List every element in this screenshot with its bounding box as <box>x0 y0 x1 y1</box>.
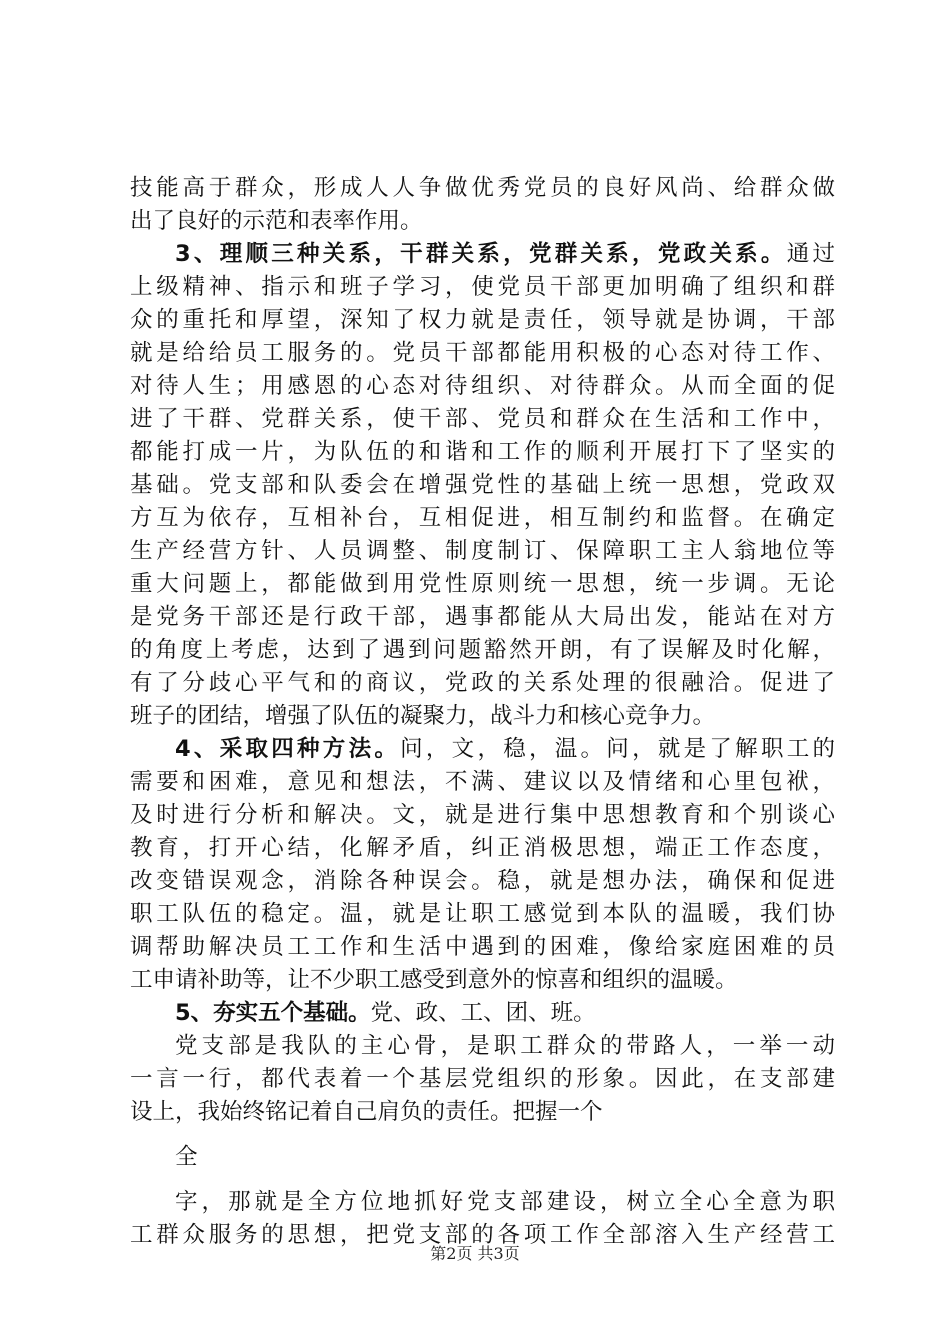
text-line: 字，那就是全方位地抓好党支部建设，树立全心全意为职 <box>175 1189 835 1215</box>
text-line: 工群众服务的思想，把党支部的各项工作全部溶入生产经营工 <box>130 1222 835 1248</box>
text-line: 基础。党支部和队委会在增强党性的基础上统一思想，党政双 <box>130 472 835 498</box>
text-run: 党、政、工、团、班。 <box>370 1000 596 1026</box>
text-line: 工申请补助等，让不少职工感受到意外的惊喜和组织的温暖。 <box>130 967 738 993</box>
text-line: 生产经营方针、人员调整、制度制订、保障职工主人翁地位等 <box>130 538 835 564</box>
section-heading-line <box>130 238 835 271</box>
text-line: 班子的团结，增强了队伍的凝聚力，战斗力和核心竞争力。 <box>130 703 716 729</box>
text-line: 进了干群、党群关系，使干部、党员和群众在生活和工作中， <box>130 406 835 432</box>
text-run: 问，文，稳，温。问，就是了解职工的 <box>400 736 835 762</box>
section-heading: 3、理顺三种关系，干群关系，党群关系，党政关系。 <box>175 241 787 267</box>
body-text <box>130 172 835 1252</box>
section-heading-line <box>130 733 835 766</box>
section-heading: 4、采取四种方法。 <box>175 736 401 762</box>
text-line: 需要和困难，意见和想法，不满、建议以及情绪和心里包袱， <box>130 769 835 795</box>
text-line: 技能高于群众，形成人人争做优秀党员的良好风尚、给群众做 <box>130 175 835 201</box>
text-line: 一言一行，都代表着一个基层党组织的形象。因此，在支部建 <box>130 1066 835 1092</box>
text-line: 调帮助解决员工工作和生活中遇到的困难，像给家庭困难的员 <box>130 934 835 960</box>
text-line: 就是给给员工服务的。党员干部都能用积极的心态对待工作、 <box>130 340 835 366</box>
text-line: 上级精神、指示和班子学习，使党员干部更加明确了组织和群 <box>130 274 835 300</box>
text-line: 有了分歧心平气和的商议，党政的关系处理的很融洽。促进了 <box>130 670 835 696</box>
text-line: 职工队伍的稳定。温，就是让职工感觉到本队的温暖，我们协 <box>130 901 835 927</box>
text-line: 出了良好的示范和表率作用。 <box>130 208 423 234</box>
section-heading: 5、夯实五个基础。 <box>175 1000 371 1026</box>
text-line: 设上，我始终铭记着自己肩负的责任。把握一个 <box>130 1099 603 1125</box>
text-line: 改变错误观念，消除各种误会。稳，就是想办法，确保和促进 <box>130 868 835 894</box>
text-line: 教育，打开心结，化解矛盾，纠正消极思想，端正工作态度， <box>130 835 835 861</box>
text-line: 重大问题上，都能做到用党性原则统一思想，统一步调。无论 <box>130 571 835 597</box>
text-line: 的角度上考虑，达到了遇到问题豁然开朗，有了误解及时化解， <box>130 637 835 663</box>
text-line: 众的重托和厚望，深知了权力就是责任，领导就是协调，干部 <box>130 307 835 333</box>
text-line: 方互为依存，互相补台，互相促进，相互制约和监督。在确定 <box>130 505 835 531</box>
text-line: 全 <box>175 1144 198 1170</box>
text-line: 都能打成一片，为队伍的和谐和工作的顺利开展打下了坚实的 <box>130 439 835 465</box>
text-line: 对待人生；用感恩的心态对待组织、对待群众。从而全面的促 <box>130 373 835 399</box>
text-run: 通过 <box>786 241 835 267</box>
text-line: 党支部是我队的主心骨，是职工群众的带路人，一举一动 <box>175 1033 835 1059</box>
text-line: 及时进行分析和解决。文，就是进行集中思想教育和个别谈心 <box>130 802 835 828</box>
page-number-footer: 第2页 共3页 <box>430 1244 520 1263</box>
section-heading-line <box>130 997 835 1030</box>
text-line: 是党务干部还是行政干部，遇事都能从大局出发，能站在对方 <box>130 604 835 630</box>
